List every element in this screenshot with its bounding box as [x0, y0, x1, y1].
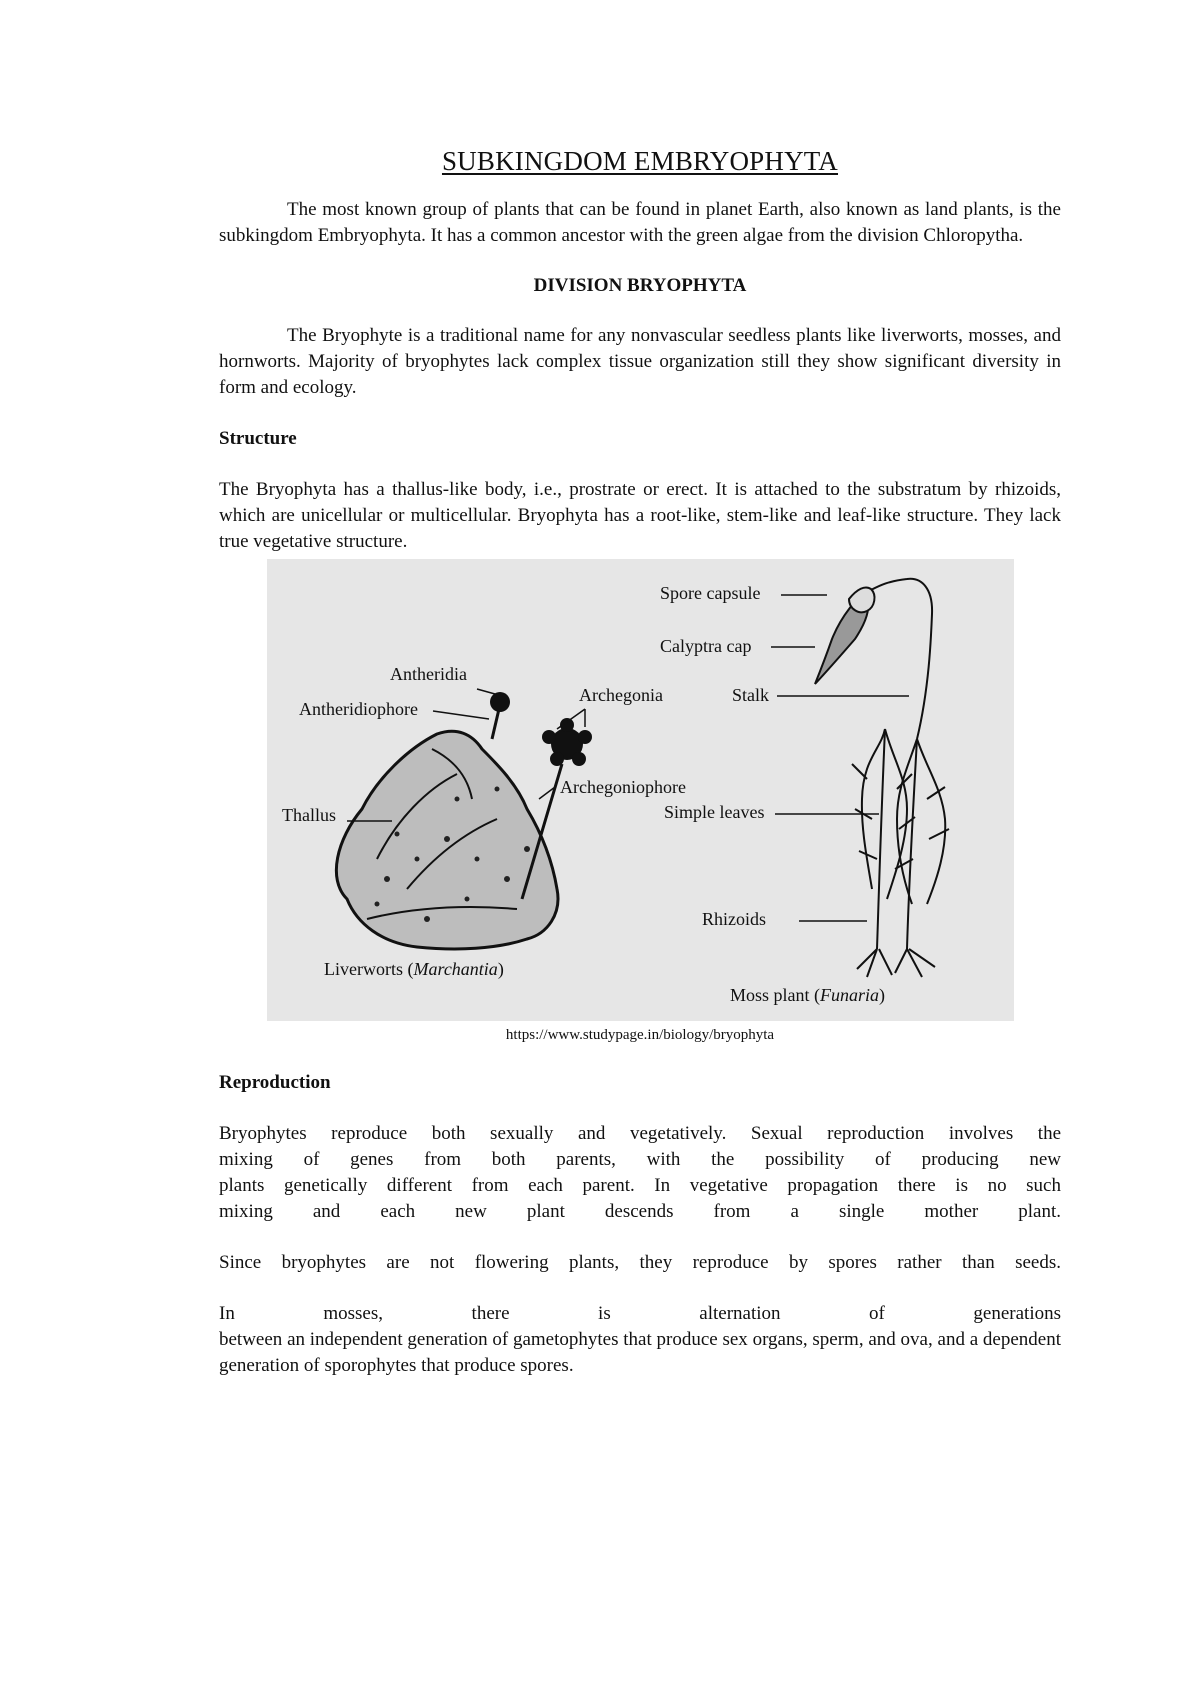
reproduction-heading: Reproduction [219, 1072, 331, 1093]
reproduction-line-4: mixing and each new plant descends from a single mother plant. [219, 1201, 1061, 1222]
moss-drawing [852, 579, 949, 977]
reproduction-paragraph-1 [219, 1121, 1061, 1225]
caption-moss: Moss plant (Funaria) [730, 985, 886, 1005]
label-antheridia: Antheridia [390, 664, 467, 684]
reproduction-line-2: mixing of genes from both parents, with the possibility of producing new [219, 1149, 1061, 1170]
label-archegoniophore: Archegoniophore [560, 777, 686, 797]
division-paragraph: The Bryophyte is a traditional name for any nonvascular seedless plants like liverworts, mosses, and hornworts. Majority of bryophytes lack complex tissue organization still they show significant diversity in form and ecology. [219, 325, 1061, 398]
label-spore-capsule: Spore capsule [660, 583, 761, 603]
label-archegonia: Archegonia [579, 685, 663, 705]
antheridia-head [490, 692, 510, 712]
reproduction-line-3: plants genetically different from each parent. In vegetative propagation there is no such [219, 1175, 1061, 1196]
capsule-drawing [815, 587, 874, 684]
label-thallus: Thallus [282, 805, 336, 825]
structure-paragraph: The Bryophyta has a thallus-like body, i.e., prostrate or erect. It is attached to the substratum by rhizoids, which are unicellular or multicellular. Bryophyta has a root-like, stem-like and leaf-like structure. They lack true vegetative structure. [219, 479, 1061, 552]
intro-paragraph: The most known group of plants that can be found in planet Earth, also known as land plants, is the subkingdom Embryophyta. It has a common ancestor with the green algae from the division Chloropytha. [219, 199, 1061, 246]
caption-liverworts: Liverworts (Marchantia) [324, 959, 504, 979]
label-simple-leaves: Simple leaves [664, 802, 765, 822]
label-stalk: Stalk [732, 685, 770, 705]
label-calyptra-cap: Calyptra cap [660, 636, 752, 656]
page-title: SUBKINGDOM EMBRYOPHYTA [441, 146, 839, 176]
reproduction-p3-rest: between an independent generation of gametophytes that produce sex organs, sperm, and ova, and a dependent generation of sporophytes that produce spores. [219, 1329, 1061, 1376]
label-antheridiophore: Antheridiophore [299, 699, 418, 719]
label-rhizoids: Rhizoids [702, 909, 767, 929]
reproduction-p3-line-1: In mosses, there is alternation of generations [219, 1303, 1061, 1324]
bryophyte-diagram [267, 559, 1014, 1021]
reproduction-paragraph-2: Since bryophytes are not flowering plants, they reproduce by spores rather than seeds. [219, 1252, 1061, 1273]
reproduction-paragraph-3 [219, 1301, 1061, 1379]
structure-heading: Structure [219, 428, 297, 449]
division-heading: DIVISION BRYOPHYTA [533, 275, 747, 296]
figure-source-url[interactable]: https://www.studypage.in/biology/bryophyta [505, 1027, 775, 1043]
reproduction-line-1: Bryophytes reproduce both sexually and vegetatively. Sexual reproduction involves the [219, 1123, 1061, 1144]
antheridiophore-stalk [492, 709, 499, 739]
document-content [219, 146, 1061, 1379]
